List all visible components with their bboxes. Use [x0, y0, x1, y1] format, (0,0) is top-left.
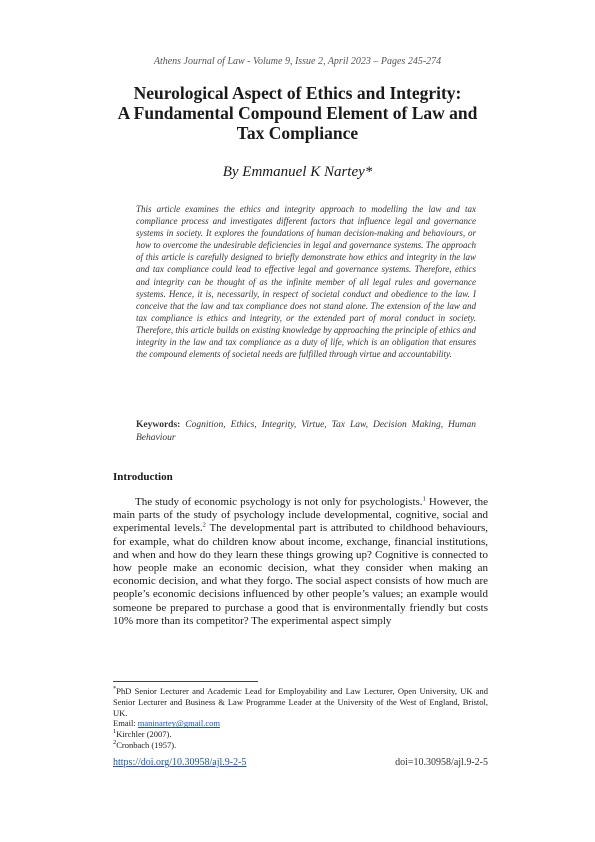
- title-line: A Fundamental Compound Element of Law and: [117, 103, 478, 123]
- author-byline: By Emmanuel K Nartey*: [222, 164, 373, 180]
- body-text-segment: However, the main parts of the study of psychology include developmental, cognitive, social and experimental levels.: [113, 496, 488, 535]
- footnote-ref-1[interactable]: 1: [422, 495, 426, 503]
- section-heading-introduction: Introduction: [113, 471, 173, 483]
- footnote-marker: 1: [113, 728, 117, 736]
- footnote-marker: 2: [113, 739, 117, 747]
- footnotes: [113, 686, 488, 751]
- title-line: Tax Compliance: [236, 123, 359, 143]
- footnote-email: [113, 718, 488, 729]
- footnote-2: [113, 740, 488, 751]
- footnote-author: [113, 686, 488, 718]
- title-line: Neurological Aspect of Ethics and Integrity:: [133, 83, 462, 103]
- doi-code: doi=10.30958/ajl.9-2-5: [395, 757, 488, 768]
- doi-link[interactable]: https://doi.org/10.30958/ajl.9-2-5: [113, 757, 247, 768]
- keywords-list: Cognition, Ethics, Integrity, Virtue, Tax Law, Decision Making, Human Behaviour: [136, 420, 477, 443]
- footnote-1: [113, 729, 488, 740]
- footnote-1-text: Kirchler (2007).: [116, 729, 172, 740]
- keywords-label: Keywords:: [136, 420, 181, 430]
- abstract: This article examines the ethics and integrity approach to modelling the law and tax compliance process and investigates different factors that influence legal and governance systems in society. It explores the foundations of human decision-making and behaviours, or how to overcome the undesirable deficiencies in legal and governance systems. The approach of this article is carefully designed to briefly demonstrate how ethics and integrity in the law and tax compliance could lead to effective legal and governance systems. Therefore, ethics and integrity can be thought of as the infinite member of all legal rules and governance systems. Hence, it is, necessarily, in respect of societal conduct and obedience to the law. I conceive that the law and tax compliance does not stand alone. The extension of the law and tax compliance is ethics and integrity, or the extended part of moral conduct in society. Therefore, this article builds on existing knowledge by approaching the principle of ethics and integrity in the law and tax compliance as a duty of life, which is an obligation that ensures the compound elements of societal needs are fulfilled through virtue and accountability.: [136, 204, 476, 360]
- email-link[interactable]: maninartey@gmail.com: [137, 718, 220, 729]
- email-label: Email:: [113, 718, 138, 729]
- introduction-paragraph: [113, 496, 488, 628]
- journal-header: Athens Journal of Law - Volume 9, Issue 2, April 2023 – Pages 245-274: [153, 56, 442, 67]
- keywords: [136, 419, 476, 444]
- article-title: [60, 83, 535, 143]
- footnote-marker: *: [113, 685, 117, 693]
- footnote-ref-2[interactable]: 2: [202, 521, 206, 529]
- footnote-author-text: PhD Senior Lecturer and Academic Lead for Employability and Law Lecturer, Open University, UK and Senior Lecturer and Business & Law Programme Leader at the University of the West of England, Bristol, UK.: [113, 686, 488, 718]
- footnote-separator: [113, 681, 258, 682]
- body-text-segment: The developmental part is attributed to childhood behaviours, for example, what do children know about income, exchange, financial institutions, and when and how do they learn these things growing up? Cognitive is connected to how people make an economic decision, what they consider when making an economic decision, and what they forgo. The social aspect consists of how much are people’s economic decisions influenced by other people’s values; an example would someone be prepared to purchase a good that is environmentally friendly but costs 10% more than its competitor? The experimental aspect simply: [113, 522, 488, 627]
- body-text-segment: The study of economic psychology is not only for psychologists.: [135, 496, 423, 508]
- footnote-2-text: Cronbach (1957).: [116, 739, 177, 750]
